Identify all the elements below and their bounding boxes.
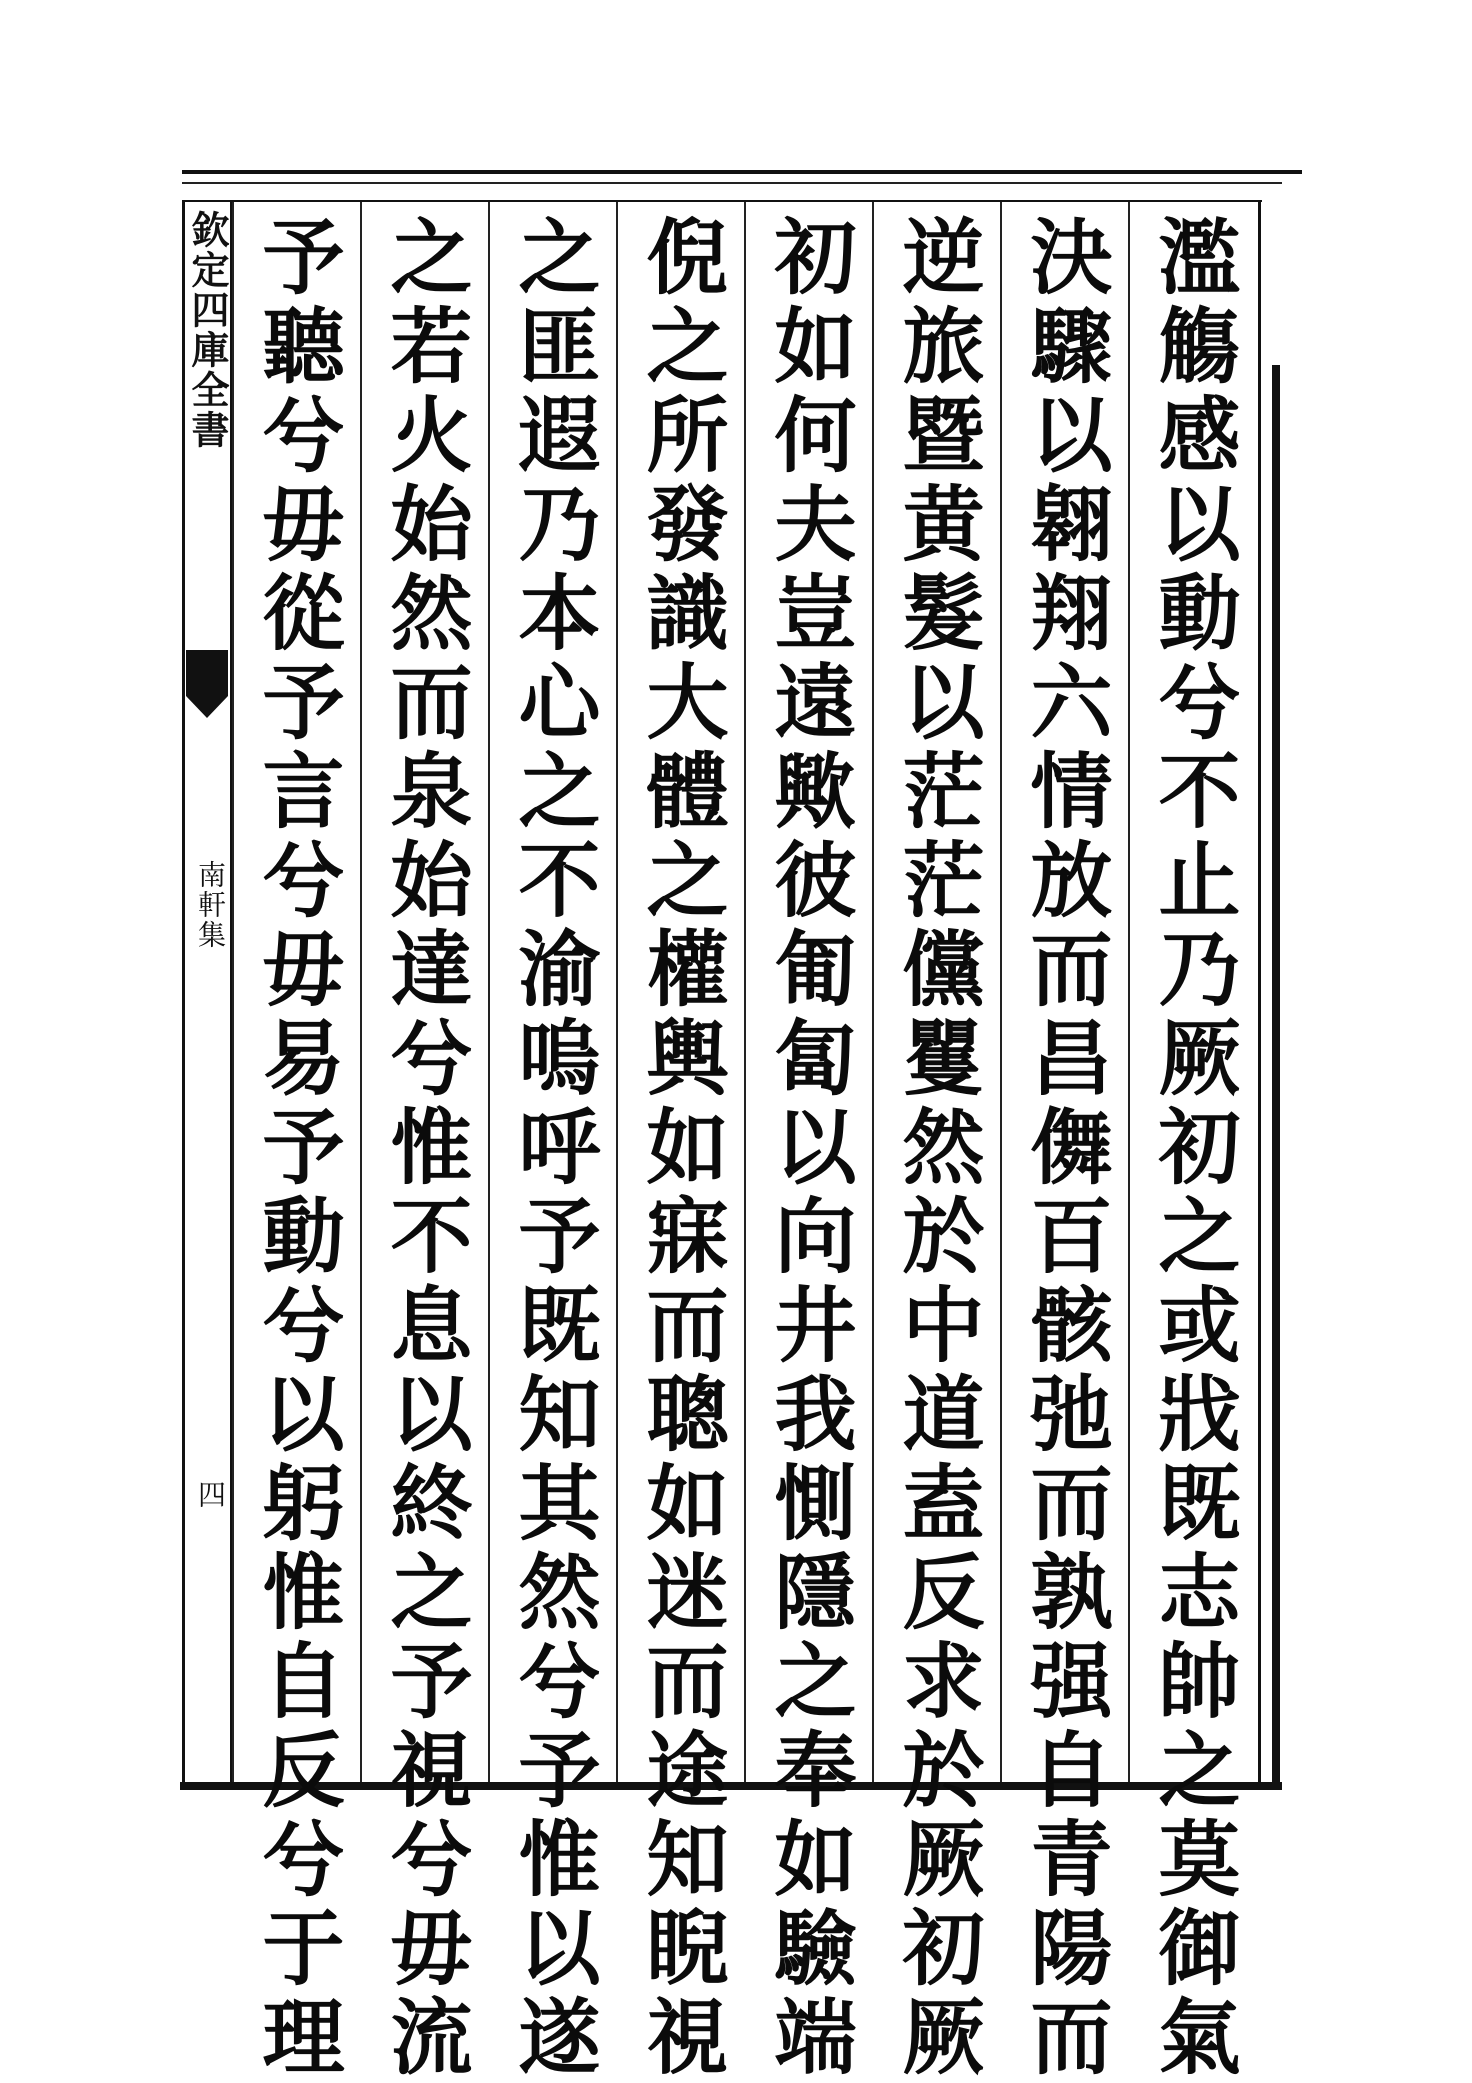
text-column-3 [872, 202, 1000, 2083]
column-text: 決驟以翱翔六情放而昌儛百骸弛而孰强自青陽而 [1017, 214, 1113, 2083]
margin-collection-title: 欽定四庫全書 [185, 210, 230, 450]
column-text: 予聽兮毋從予言兮毋易予動兮以躬惟自反兮于理 [249, 214, 345, 2083]
text-column-8 [232, 202, 360, 2083]
frame-bottom-line [180, 1782, 1282, 1790]
column-text: 之若火始然而泉始達兮惟不息以終之予視兮毋流 [377, 214, 473, 2083]
margin-book-title: 南軒集 [194, 860, 227, 950]
column-text: 濫觴感以動兮不止乃厥初之或戕既志帥之莫御氣 [1145, 214, 1241, 2083]
column-text: 初如何夫豈遠歟彼匍匐以向井我惻隱之奉如驗端 [761, 214, 857, 2083]
column-text: 逆旅暨黄髮以茫茫儻矍然於中道盍反求於厥初厥 [889, 214, 985, 2083]
frame-right-line [1258, 200, 1261, 1785]
text-column-6 [488, 202, 616, 2083]
text-column-2 [1000, 202, 1128, 2083]
text-column-7 [360, 202, 488, 2083]
top-border-rule-inner [182, 182, 1282, 184]
text-columns [232, 202, 1258, 2083]
text-column-4 [744, 202, 872, 2083]
text-column-1 [1128, 202, 1256, 2083]
text-column-5 [616, 202, 744, 2083]
column-text: 倪之所發識大體之權輿如寐而聰如迷而途知睨視 [633, 214, 729, 2083]
fishtail-mark [186, 650, 228, 696]
margin-page-number: 四 [194, 1480, 227, 1508]
top-border-rule [182, 170, 1302, 174]
column-text: 之匪遐乃本心之不渝嗚呼予既知其然兮予惟以遂 [505, 214, 601, 2083]
frame-right-thick-line [1272, 365, 1280, 1785]
